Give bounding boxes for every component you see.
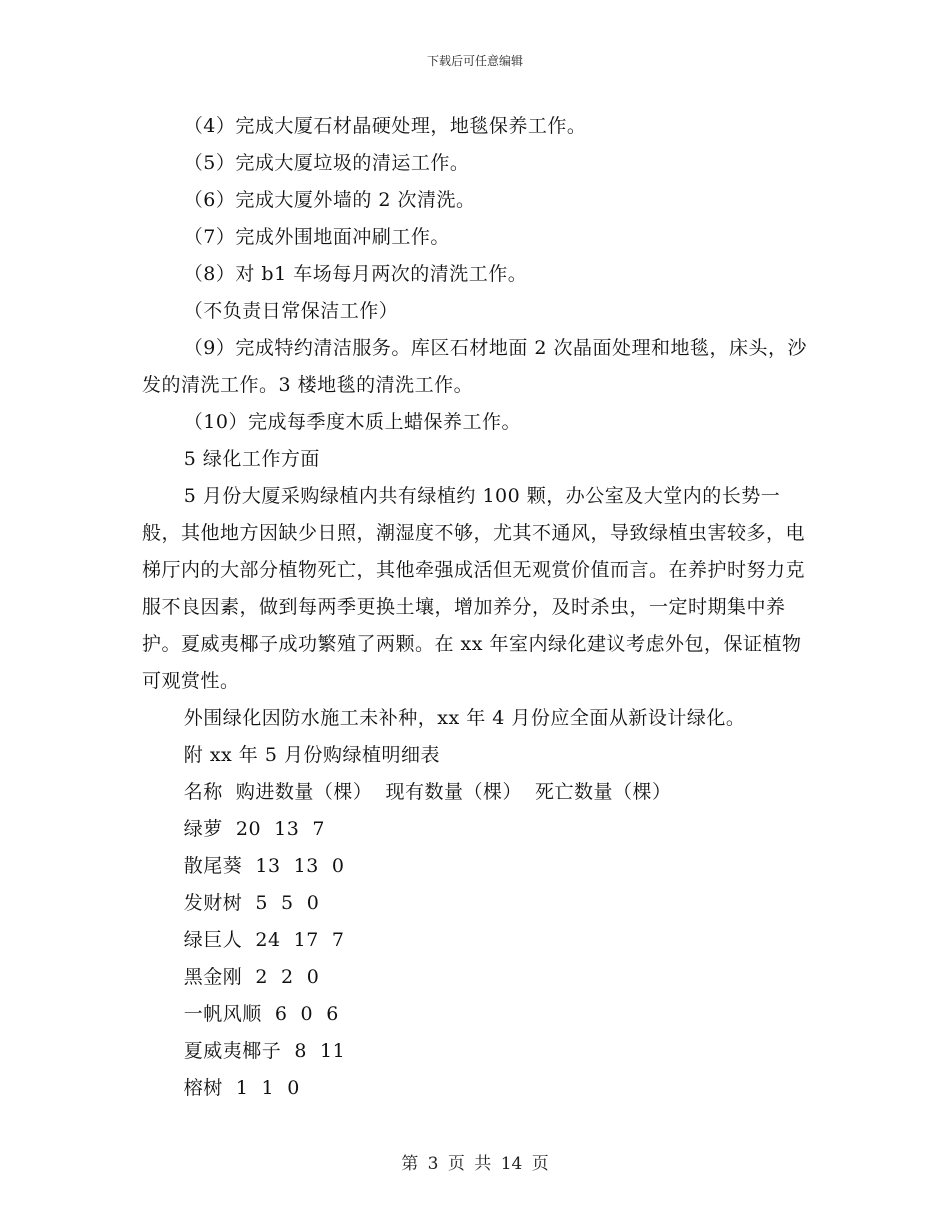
paragraph-item-4: （4）完成大厦石材晶硬处理，地毯保养工作。 — [183, 115, 587, 137]
paragraph-item-6: （6）完成大厦外墙的 2 次清洗。 — [183, 189, 476, 211]
paragraph-greening-summary: 5 月份大厦采购绿植内共有绿植约 100 颗，办公室及大堂内的长势一般，其他地方因缺少日照，潮湿度不够，尤其不通风，导致绿植虫害较多，电梯厅内的大部分植物死亡，其他牵强成活但无观赏价值而言。在养护时努力克服不良因素，做到每两季更换土壤，增加养分，及时杀虫，一定时期集中养护。夏威夷椰子成功繁殖了两颗。在 xx 年室内绿化建议考虑外包，保证植物可观赏性。 — [142, 485, 806, 692]
page-header: 下载后可任意编辑 — [426, 54, 523, 68]
section-heading-greening: 5 绿化工作方面 — [183, 448, 320, 470]
document-body — [142, 108, 812, 1107]
paragraph-item-5: （5）完成大厦垃圾的清运工作。 — [183, 152, 470, 174]
paragraph-item-9: （9）完成特约清洁服务。库区石材地面 2 次晶面处理和地毯，床头，沙发的清洗工作。3 楼地毯的清洗工作。 — [142, 337, 808, 396]
table-caption: 附 xx 年 5 月份购绿植明细表 — [183, 744, 440, 766]
paragraph-item-8: （8）对 b1 车场每月两次的清洗工作。 — [183, 263, 528, 285]
table-row: 一帆风顺 6 0 6 — [183, 1003, 339, 1025]
table-row: 夏威夷椰子 8 11 — [183, 1040, 346, 1062]
table-row: 绿巨人 24 17 7 — [183, 929, 345, 951]
paragraph-item-7: （7）完成外围地面冲刷工作。 — [183, 226, 450, 248]
paragraph-item-10: （10）完成每季度木质上蜡保养工作。 — [183, 411, 521, 433]
paragraph-note: （不负责日常保洁工作） — [183, 300, 399, 322]
paragraph-outdoor-greening: 外围绿化因防水施工未补种，xx 年 4 月份应全面从新设计绿化。 — [183, 707, 746, 729]
table-row: 榕树 1 1 0 — [183, 1077, 300, 1099]
table-row: 发财树 5 5 0 — [183, 892, 320, 914]
table-row: 黑金刚 2 2 0 — [183, 966, 320, 988]
table-header-row: 名称 购进数量（棵） 现有数量（棵） 死亡数量（棵） — [183, 781, 672, 803]
table-row: 绿萝 20 13 7 — [183, 818, 325, 840]
page-number-footer: 第 3 页 共 14 页 — [401, 1154, 549, 1174]
table-row: 散尾葵 13 13 0 — [183, 855, 345, 877]
